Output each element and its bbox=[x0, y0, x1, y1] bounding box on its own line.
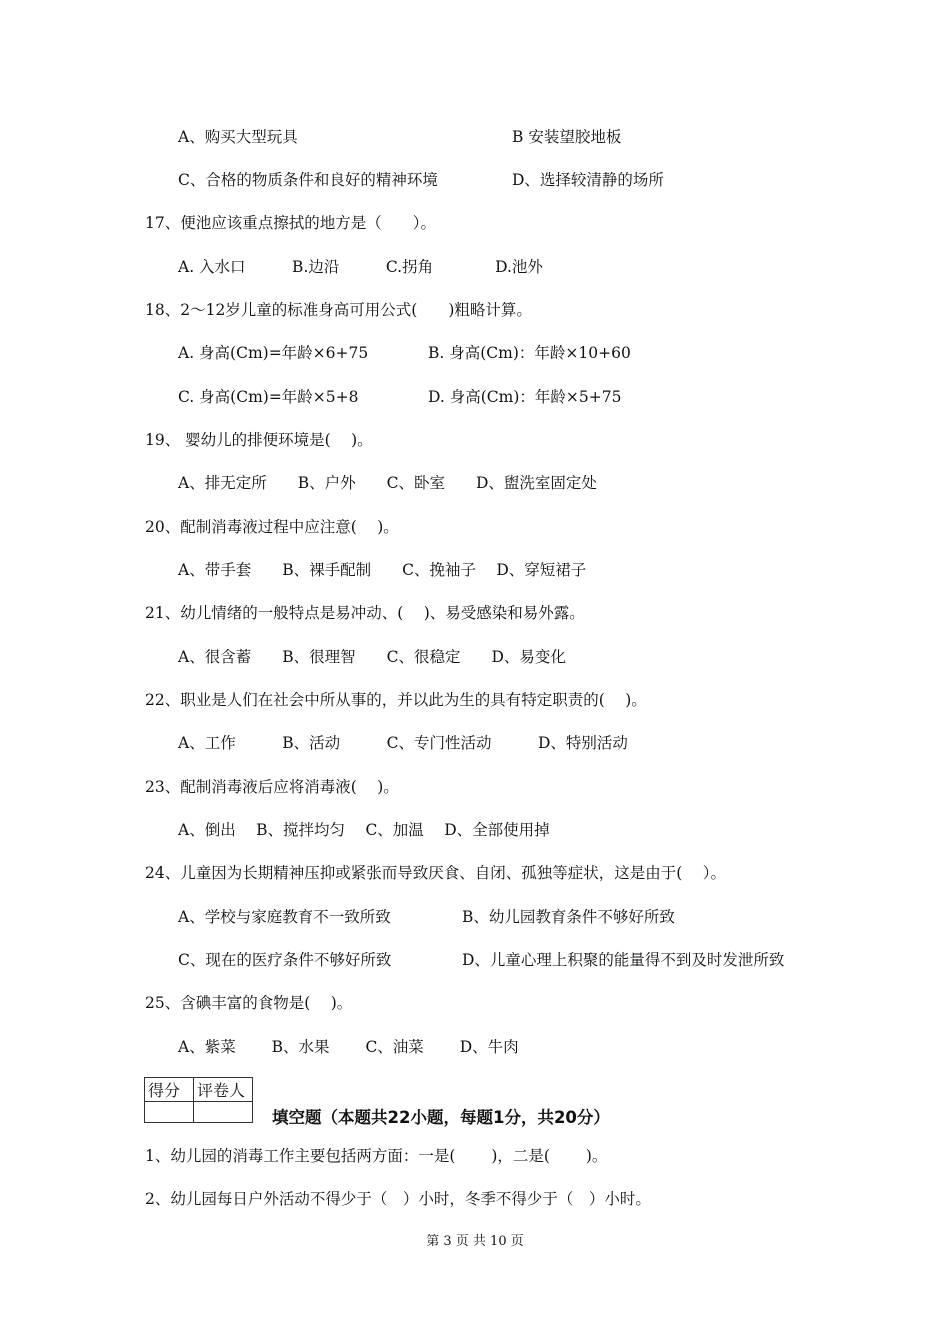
question-20: 20、配制消毒液过程中应注意( )。 bbox=[145, 518, 399, 536]
q24-option-d: D、儿童心理上积聚的能量得不到及时发泄所致 bbox=[462, 951, 785, 969]
q23-options: A、倒出 B、搅拌均匀 C、加温 D、全部使用掉 bbox=[178, 821, 550, 839]
q19-options: A、排无定所 B、户外 C、卧室 D、盥洗室固定处 bbox=[178, 474, 597, 492]
q24-option-c: C、现在的医疗条件不够好所致 bbox=[178, 951, 392, 969]
q18-option-a: A. 身高(Cm)=年龄×6+75 bbox=[178, 344, 369, 362]
q16-option-d: D、选择较清静的场所 bbox=[512, 171, 664, 189]
q21-options: A、很含蓄 B、很理智 C、很稳定 D、易变化 bbox=[178, 648, 566, 666]
fill-question-2: 2、幼儿园每日户外活动不得少于（ ）小时，冬季不得少于（ ）小时。 bbox=[145, 1190, 651, 1208]
question-21: 21、幼儿情绪的一般特点是易冲动、( )、易受感染和易外露。 bbox=[145, 604, 585, 622]
q24-option-a: A、学校与家庭教育不一致所致 bbox=[178, 908, 391, 926]
score-box bbox=[144, 1077, 253, 1123]
q16-option-b: B 安装望胶地板 bbox=[512, 128, 622, 146]
q22-options: A、工作 B、活动 C、专门性活动 D、特别活动 bbox=[178, 734, 628, 752]
score-cell bbox=[145, 1102, 194, 1123]
q18-option-b: B. 身高(Cm)：年龄×10+60 bbox=[428, 344, 631, 362]
q25-options: A、紫菜 B、水果 C、油菜 D、牛肉 bbox=[178, 1038, 519, 1056]
q16-option-c: C、合格的物质条件和良好的精神环境 bbox=[178, 171, 438, 189]
fill-question-1: 1、幼儿园的消毒工作主要包括两方面：一是( )，二是( )。 bbox=[145, 1147, 608, 1165]
question-23: 23、配制消毒液后应将消毒液( )。 bbox=[145, 778, 399, 796]
q24-option-b: B、幼儿园教育条件不够好所致 bbox=[462, 908, 675, 926]
grader-label: 评卷人 bbox=[194, 1078, 253, 1102]
question-24: 24、儿童因为长期精神压抑或紧张而导致厌食、自闭、孤独等症状，这是由于( ）。 bbox=[145, 864, 726, 882]
score-label: 得分 bbox=[145, 1078, 194, 1102]
question-22: 22、职业是人们在社会中所从事的，并以此为生的具有特定职责的( )。 bbox=[145, 691, 647, 709]
q20-options: A、带手套 B、裸手配制 C、挽袖子 D、穿短裙子 bbox=[178, 561, 587, 579]
q16-option-a: A、购买大型玩具 bbox=[178, 128, 298, 146]
question-18: 18、2～12岁儿童的标准身高可用公式( )粗略计算。 bbox=[145, 301, 532, 319]
page-footer: 第 3 页 共 10 页 bbox=[426, 1234, 524, 1249]
question-19: 19、 婴幼儿的排便环境是( )。 bbox=[145, 431, 373, 449]
q18-option-d: D. 身高(Cm)：年龄×5+75 bbox=[428, 388, 622, 406]
question-25: 25、含碘丰富的食物是( )。 bbox=[145, 994, 353, 1012]
question-17: 17、便池应该重点擦拭的地方是（ ）。 bbox=[145, 214, 436, 232]
q17-options: A. 入水口 B.边沿 C.拐角 D.池外 bbox=[178, 258, 543, 276]
grader-cell bbox=[194, 1102, 253, 1123]
q18-option-c: C. 身高(Cm)=年龄×5+8 bbox=[178, 388, 359, 406]
section-title: 填空题（本题共22小题，每题1分，共20分） bbox=[272, 1108, 610, 1127]
